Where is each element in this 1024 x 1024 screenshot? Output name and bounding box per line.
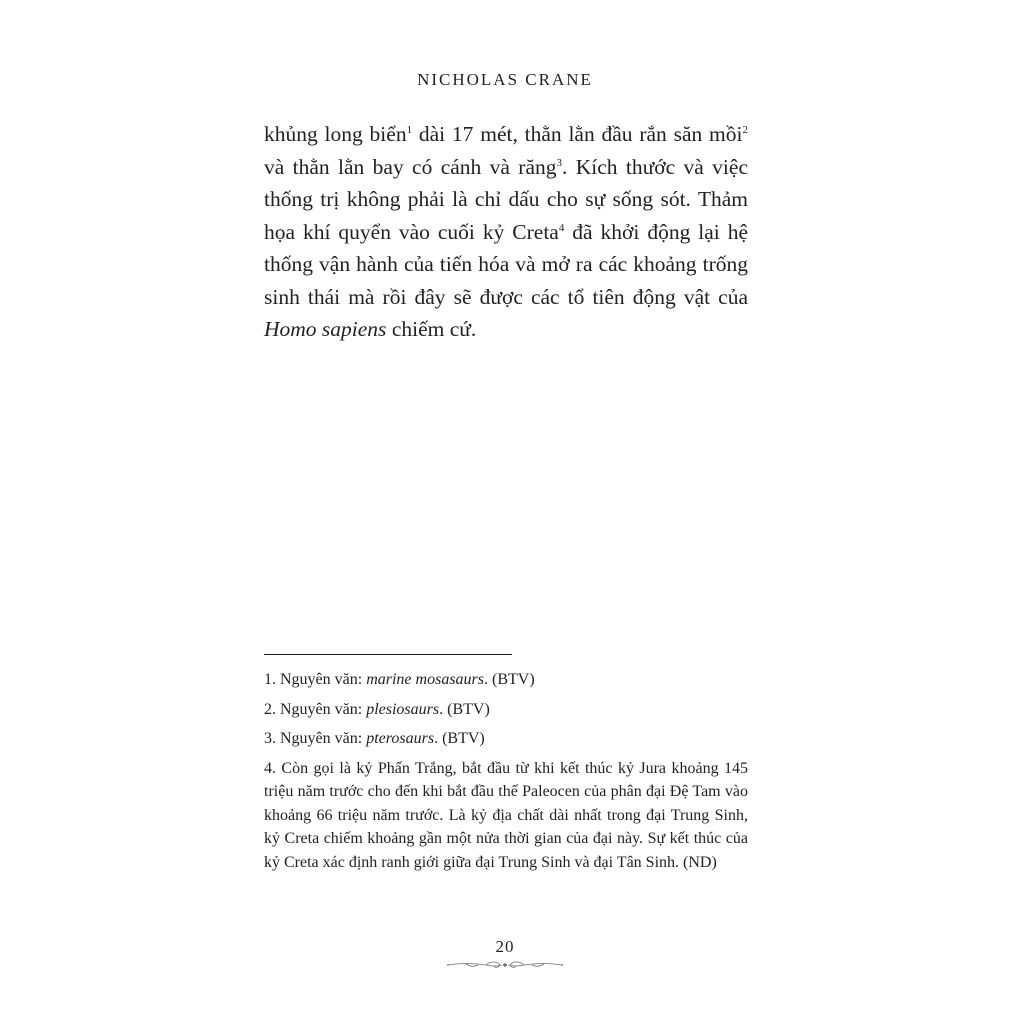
text-segment: . Kích thước và việc thống trị không phải là chỉ dấu cho sự sống sót. Thảm họa khí quyển vào cuối kỷ Creta — [264, 154, 748, 244]
footnote-prefix: 1. Nguyên văn: — [264, 671, 367, 688]
flourish-ornament-icon — [446, 958, 564, 972]
footnote-ref-1: 1 — [406, 123, 413, 136]
footnote-suffix: . (BTV) — [439, 700, 490, 718]
text-segment: đã khởi động lại hệ thống vận hành của tiến hóa và mở ra các khoảng trống sinh thái mà rồi đây sẽ được các tổ tiên động vật của — [264, 219, 749, 309]
footnote-3 — [264, 727, 748, 751]
footnote-2 — [264, 698, 748, 722]
footnote-term: marine mosasaurs — [366, 671, 484, 688]
footnote-term: plesiosaurs — [366, 700, 440, 718]
text-segment: dài 17 mét, thằn lằn đầu rắn săn mồi — [412, 122, 743, 146]
footnote-4: 4. Còn gọi là kỷ Phấn Trắng, bắt đầu từ khi kết thúc kỷ Jura khoảng 145 triệu năm trước cho đến khi bắt đầu thế Paleocen của phân đại Đệ Tam vào khoảng 66 triệu năm trước. Là kỷ địa chất dài nhất trong đại Trung Sinh, kỷ Creta chiếm khoảng gần một nửa thời gian của đại này. Sự kết thúc của kỷ Creta xác định ranh giới giữa đại Trung Sinh và đại Tân Sinh. (ND) — [264, 759, 748, 871]
footnote-ref-4: 4 — [558, 221, 565, 234]
footnote-separator — [264, 654, 512, 655]
footnote-ref-2: 2 — [742, 123, 748, 136]
footnote-term: pterosaurs — [366, 730, 435, 747]
footnote-suffix: . (BTV) — [484, 671, 535, 688]
footnote-1 — [264, 668, 748, 692]
text-segment: khủng long biển — [264, 122, 407, 146]
text-segment: chiếm cứ. — [386, 317, 477, 341]
body-paragraph — [264, 118, 748, 346]
running-head-author: NICHOLAS CRANE — [417, 70, 593, 89]
footnote-prefix: 3. Nguyên văn: — [264, 730, 367, 747]
paragraph-text — [264, 118, 748, 346]
page-number: 20 — [495, 937, 515, 956]
footnote-suffix: . (BTV) — [434, 730, 485, 747]
footnote-ref-3: 3 — [556, 156, 562, 169]
footnotes-section — [264, 668, 748, 880]
text-segment: và thằn lằn bay có cánh và răng — [264, 154, 557, 179]
italic-species-name: Homo sapiens — [264, 317, 387, 341]
footnote-prefix: 2. Nguyên văn: — [264, 700, 367, 718]
